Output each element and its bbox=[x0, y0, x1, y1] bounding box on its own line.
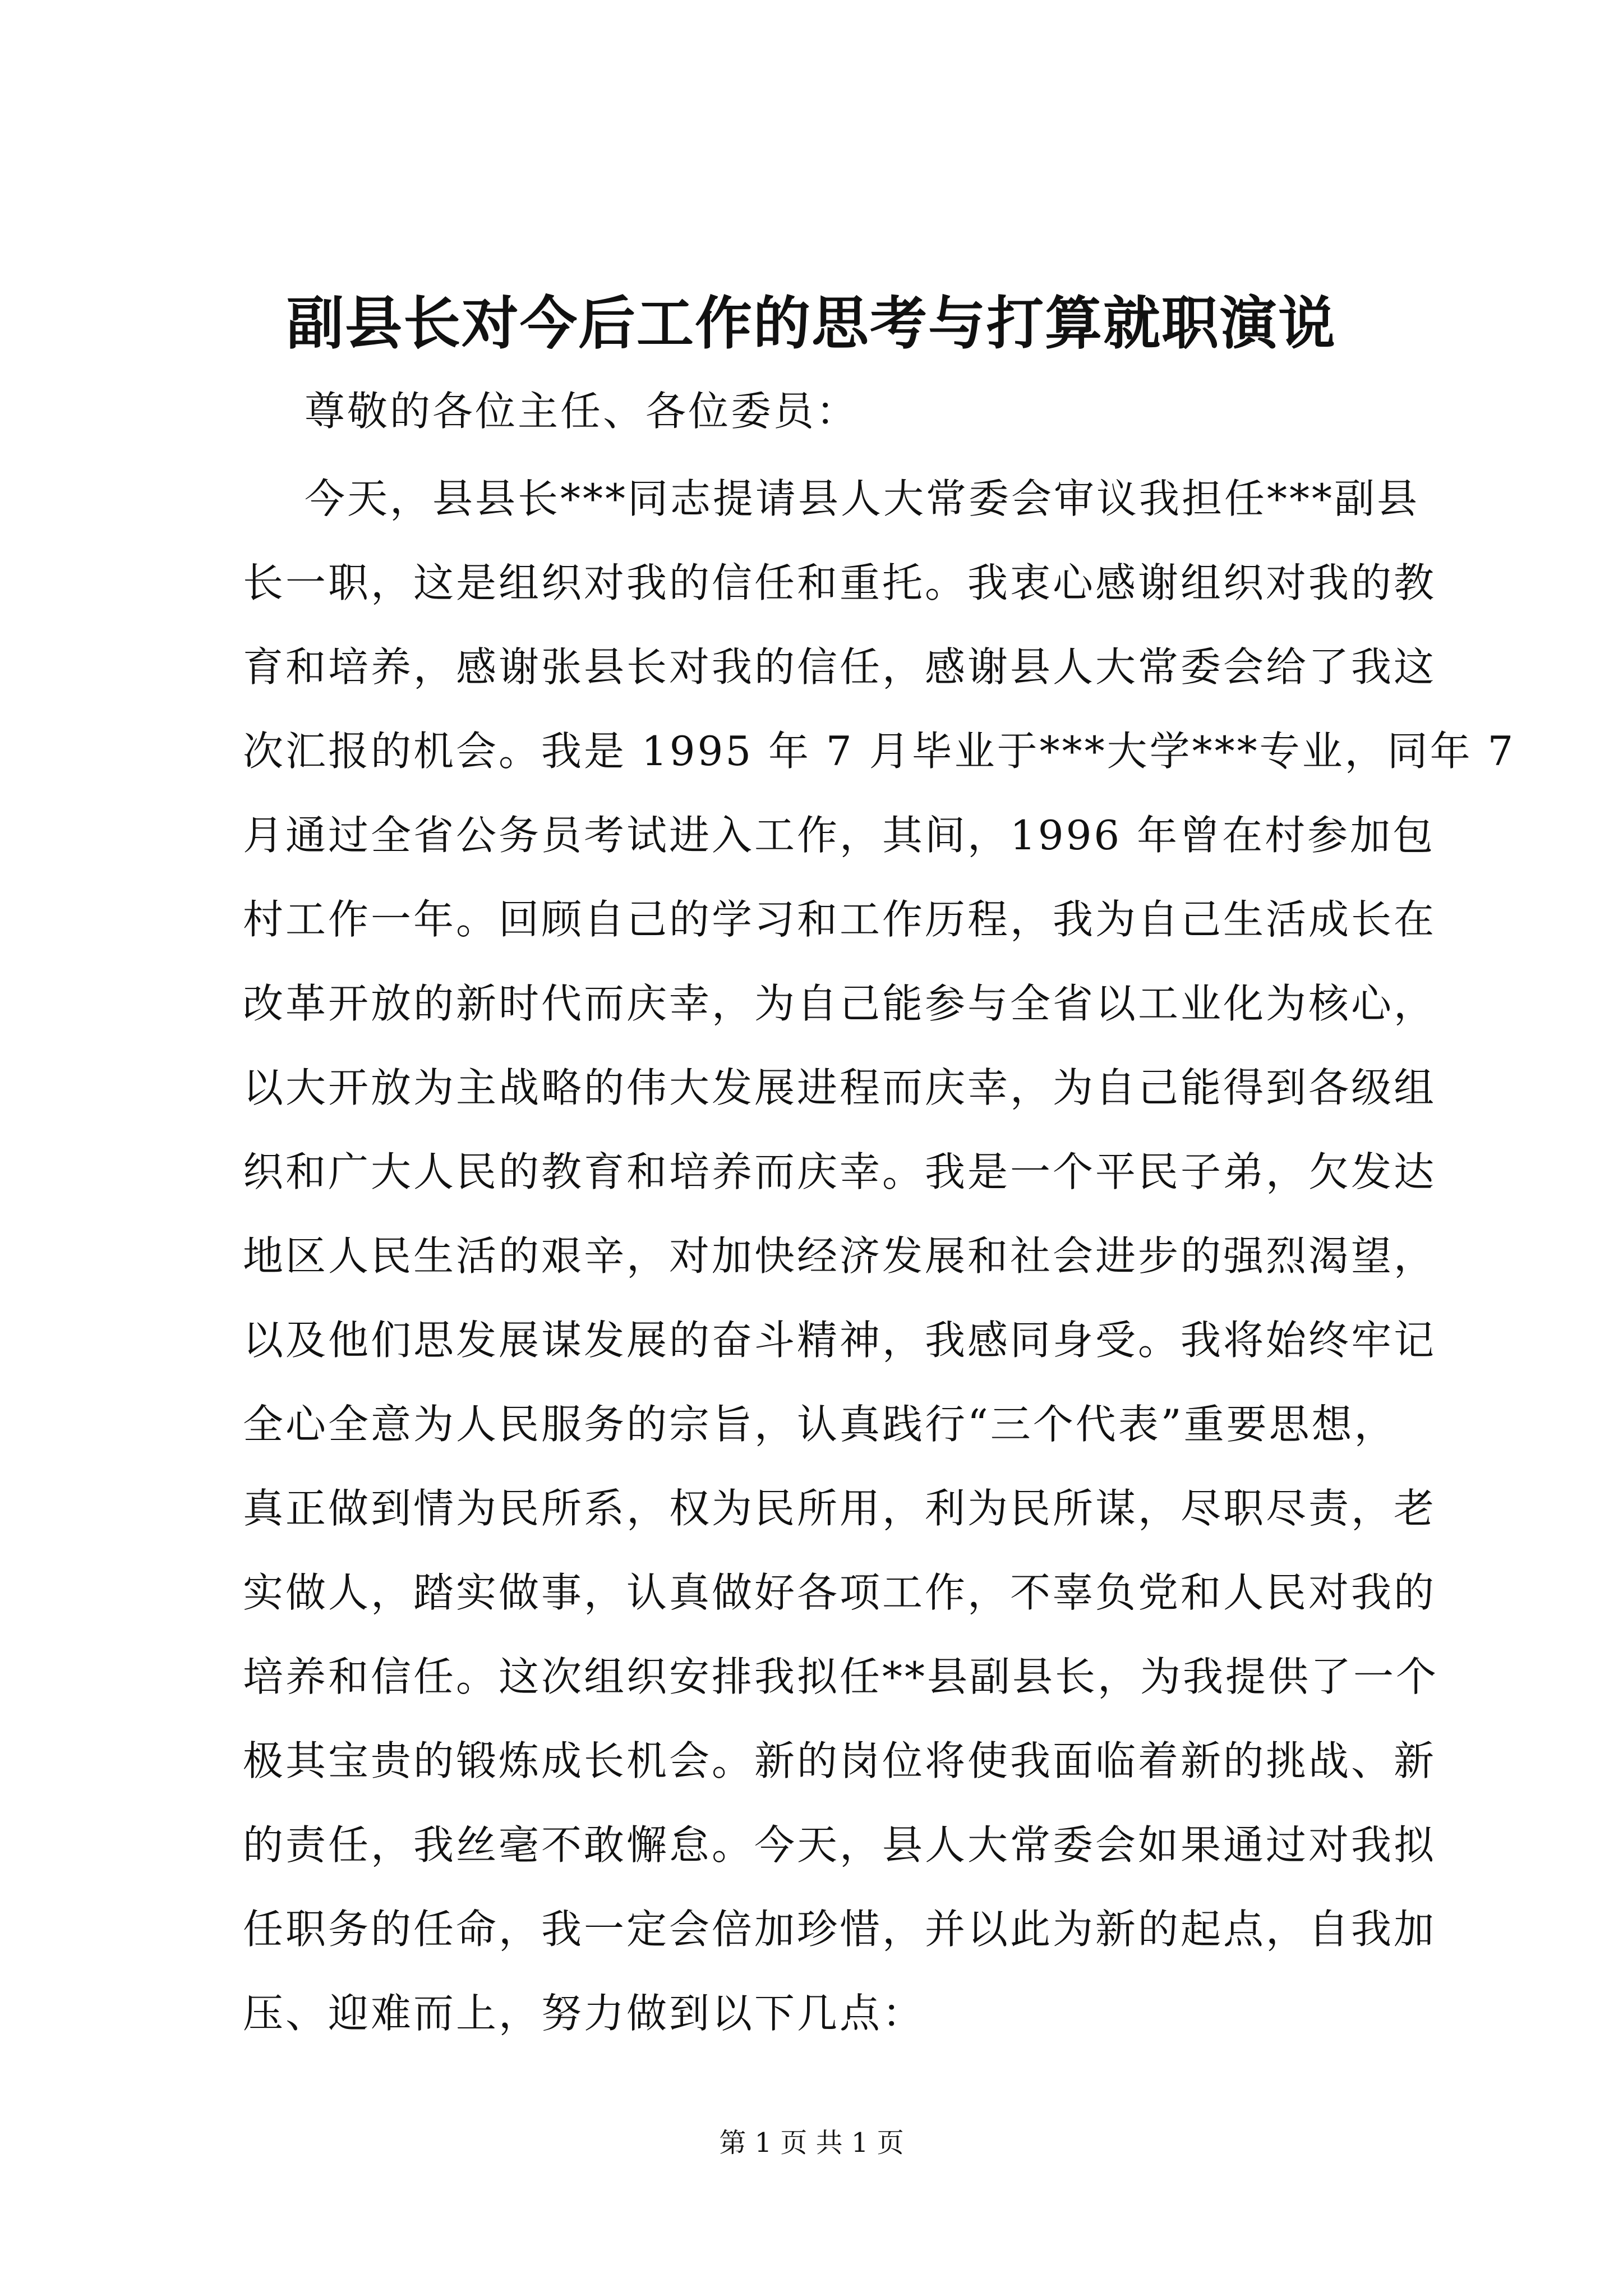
body-line: 村工作一年。回顾自己的学习和工作历程，我为自己生活成长在 bbox=[243, 896, 1437, 943]
body-line: 长一职，这是组织对我的信任和重托。我衷心感谢组织对我的教 bbox=[243, 559, 1437, 606]
body-line: 织和广大人民的教育和培养而庆幸。我是一个平民子弟，欠发达 bbox=[243, 1148, 1437, 1195]
body-line: 以大开放为主战略的伟大发展进程而庆幸，为自己能得到各级组 bbox=[243, 1064, 1437, 1111]
body-line: 实做人，踏实做事，认真做好各项工作，不辜负党和人民对我的 bbox=[243, 1569, 1437, 1616]
body-line: 以及他们思发展谋发展的奋斗精神，我感同身受。我将始终牢记 bbox=[243, 1317, 1437, 1364]
body-line: 育和培养，感谢张县长对我的信任，感谢县人大常委会给了我这 bbox=[243, 643, 1437, 691]
body-line: 压、迎难而上，努力做到以下几点： bbox=[243, 1990, 925, 2037]
body-line: 次汇报的机会。我是 1995 年 7 月毕业于***大学***专业，同年 7 bbox=[243, 728, 1516, 775]
body-line: 任职务的任命，我一定会倍加珍惜，并以此为新的起点，自我加 bbox=[243, 1906, 1437, 1953]
page-number: 第 1 页 共 1 页 bbox=[719, 2127, 904, 2159]
document-title: 副县长对今后工作的思考与打算就职演说 bbox=[287, 290, 1336, 357]
body-line: 改革开放的新时代而庆幸，为自己能参与全省以工业化为核心， bbox=[243, 980, 1437, 1027]
body-line: 地区人民生活的艰辛，对加快经济发展和社会进步的强烈渴望， bbox=[243, 1232, 1437, 1280]
salutation: 尊敬的各位主任、各位委员： bbox=[305, 388, 859, 435]
body-line: 培养和信任。这次组织安排我拟任**县副县长，为我提供了一个 bbox=[243, 1653, 1439, 1700]
body-line: 真正做到情为民所系，权为民所用，利为民所谋，尽职尽责，老 bbox=[243, 1485, 1437, 1532]
body-line: 今天，县县长***同志提请县人大常委会审议我担任***副县 bbox=[305, 475, 1420, 522]
body-line: 月通过全省公务员考试进入工作，其间，1996 年曾在村参加包 bbox=[243, 812, 1436, 859]
body-line: 极其宝贵的锻炼成长机会。新的岗位将使我面临着新的挑战、新 bbox=[243, 1737, 1437, 1784]
body-line: 的责任，我丝毫不敢懈怠。今天，县人大常委会如果通过对我拟 bbox=[243, 1821, 1437, 1869]
body-line: 全心全意为人民服务的宗旨，认真践行“三个代表”重要思想， bbox=[243, 1401, 1397, 1448]
